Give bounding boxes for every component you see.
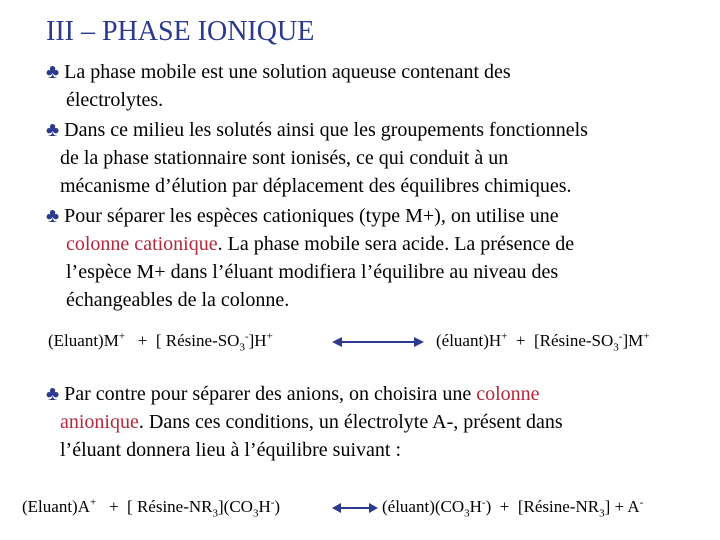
text: - bbox=[639, 496, 644, 509]
paragraph-mobile-phase bbox=[46, 58, 511, 114]
equilibrium-arrow-icon bbox=[332, 501, 378, 515]
equation-cation-left bbox=[48, 330, 273, 352]
highlight-cationic-column: colonne cationique bbox=[66, 233, 218, 255]
text: (Eluant)A bbox=[22, 497, 90, 516]
highlight-anionic-column: colonne bbox=[476, 383, 540, 405]
club-bullet-icon: ♣ bbox=[46, 383, 60, 405]
equation-anion-right bbox=[382, 496, 643, 518]
paragraph-line bbox=[46, 58, 511, 86]
text: H bbox=[258, 497, 271, 516]
text: Dans ce milieu les solutés ainsi que les groupements fonctionnels bbox=[64, 119, 588, 141]
paragraph-line bbox=[46, 230, 574, 258]
text: 3 bbox=[613, 341, 619, 354]
paragraph-line bbox=[46, 116, 588, 144]
text: + bbox=[266, 330, 273, 343]
text: 3 bbox=[599, 507, 605, 520]
text: - bbox=[618, 330, 623, 343]
text: - bbox=[244, 330, 249, 343]
paragraph-line bbox=[46, 380, 563, 408]
text: ] + A bbox=[604, 497, 640, 516]
text: + bbox=[515, 331, 526, 350]
text: + bbox=[89, 496, 97, 509]
paragraph-line bbox=[46, 86, 511, 114]
highlight-anionic-column-2: anionique bbox=[60, 411, 139, 433]
paragraph-line bbox=[46, 258, 574, 286]
paragraph-line bbox=[46, 202, 574, 230]
text: + bbox=[643, 330, 650, 343]
equilibrium-arrow-icon bbox=[332, 334, 424, 350]
paragraph-line bbox=[46, 144, 588, 172]
paragraph-line bbox=[46, 408, 563, 436]
text: Pour séparer les espèces cationiques (type M+), on utilise une bbox=[64, 205, 559, 227]
paragraph-line bbox=[46, 172, 588, 200]
text: [Résine-NR bbox=[517, 497, 600, 516]
paragraph-line bbox=[46, 436, 563, 464]
text: - bbox=[481, 496, 486, 509]
text: + bbox=[501, 330, 508, 343]
text: La phase mobile est une solution aqueuse contenant des bbox=[64, 61, 511, 83]
text: (Eluant)M bbox=[48, 331, 119, 350]
text: . Dans ces conditions, un électrolyte A-, présent dans bbox=[138, 411, 563, 433]
text: H bbox=[469, 497, 482, 516]
text: (éluant)(CO bbox=[382, 497, 465, 516]
text: ) bbox=[274, 497, 281, 516]
club-bullet-icon: ♣ bbox=[46, 205, 60, 227]
text: + bbox=[137, 331, 148, 350]
text: ](CO bbox=[218, 497, 253, 516]
text: + bbox=[118, 330, 126, 343]
page-title: III – PHASE IONIQUE bbox=[46, 16, 315, 47]
text: 3 bbox=[464, 507, 470, 520]
club-bullet-icon: ♣ bbox=[46, 61, 60, 83]
text: [ Résine-SO bbox=[155, 331, 240, 350]
text: . La phase mobile sera acide. La présence de bbox=[217, 233, 575, 255]
text: [Résine-SO bbox=[533, 331, 614, 350]
text: 3 bbox=[239, 341, 245, 354]
text: l’éluant donnera lieu à l’équilibre suivant : bbox=[60, 439, 401, 461]
paragraph-cation-separation bbox=[46, 202, 574, 314]
text: échangeables de la colonne. bbox=[66, 289, 290, 311]
club-bullet-icon: ♣ bbox=[46, 119, 60, 141]
text: [ Résine-NR bbox=[127, 497, 213, 516]
text: ]H bbox=[248, 331, 267, 350]
text: mécanisme d’élution par déplacement des équilibres chimiques. bbox=[60, 175, 572, 197]
paragraph-line bbox=[46, 286, 574, 314]
text: 3 bbox=[212, 507, 219, 520]
text: 3 bbox=[252, 507, 259, 520]
text: + bbox=[499, 497, 510, 516]
text: électrolytes. bbox=[66, 89, 164, 111]
equation-cation-right bbox=[436, 330, 649, 352]
text: - bbox=[270, 496, 275, 509]
text: l’espèce M+ dans l’éluant modifiera l’équilibre au niveau des bbox=[66, 261, 559, 283]
text: Par contre pour séparer des anions, on choisira une bbox=[64, 383, 472, 405]
text: + bbox=[108, 497, 119, 516]
paragraph-ionization bbox=[46, 116, 588, 200]
paragraph-anion-separation bbox=[46, 380, 563, 464]
equation-anion-left bbox=[22, 496, 280, 518]
text: (éluant)H bbox=[436, 331, 502, 350]
text: de la phase stationnaire sont ionisés, ce qui conduit à un bbox=[60, 147, 509, 169]
text: ]M bbox=[622, 331, 644, 350]
text: ) bbox=[485, 497, 492, 516]
